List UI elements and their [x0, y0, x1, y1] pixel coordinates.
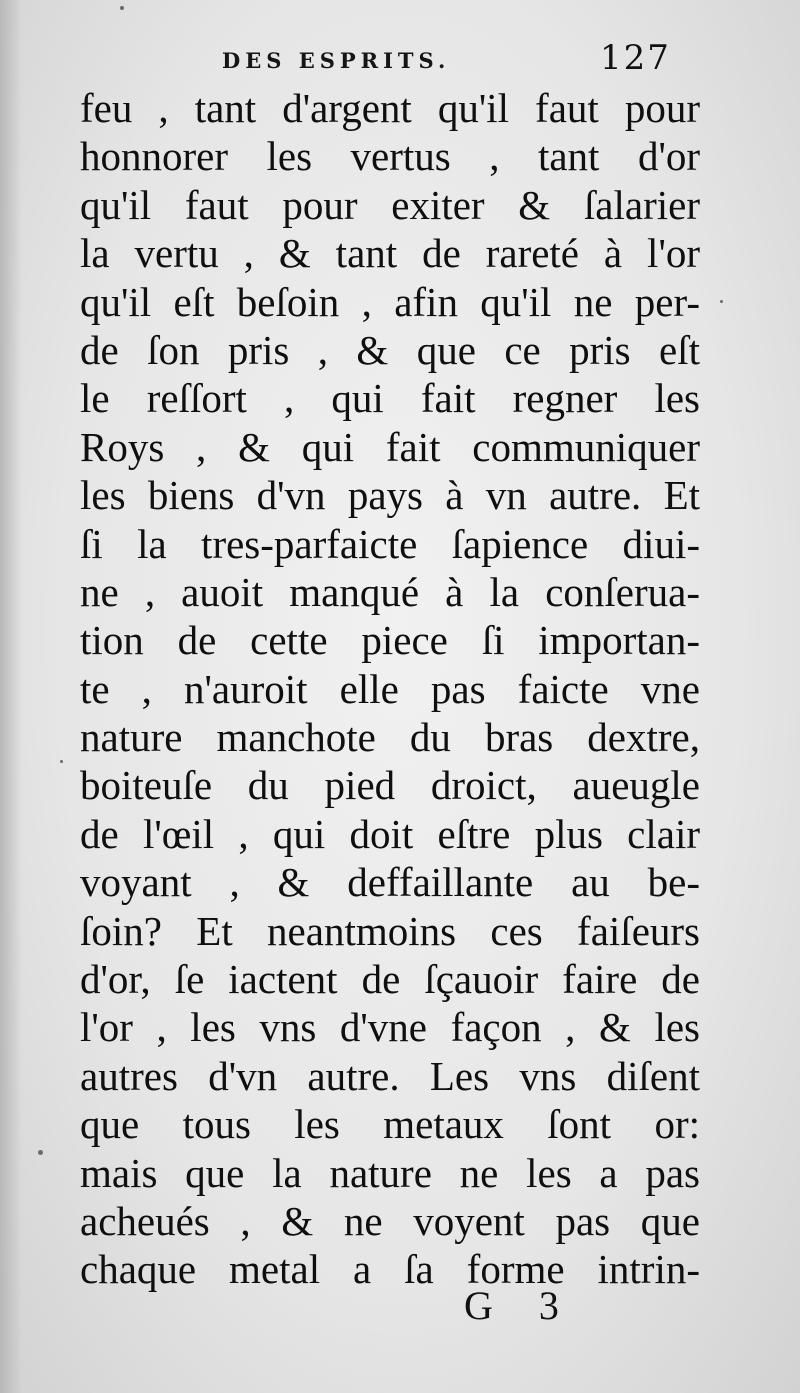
- text-line: mais que la nature ne les a pas: [80, 1149, 700, 1196]
- signature-mark: G 3: [464, 1283, 577, 1328]
- text-line: ſi la tres-parfaicte ſapience diui-: [80, 520, 700, 567]
- text-line: ne , auoit manqué à la conſerua-: [80, 568, 700, 615]
- text-line: te , n'auroit elle pas faicte vne: [80, 665, 700, 712]
- text-line: ſoin? Et neantmoins ces faiſeurs: [80, 907, 700, 954]
- text-line: de ſon pris , & que ce pris eſt: [80, 326, 700, 373]
- text-line: l'or , les vns d'vne façon , & les: [80, 1004, 700, 1051]
- text-line: les biens d'vn pays à vn autre. Et: [80, 472, 700, 519]
- text-line: la vertu , & tant de rareté à l'or: [80, 230, 700, 277]
- text-line: tion de cette piece ſi importan-: [80, 617, 700, 664]
- text-line: autres d'vn autre. Les vns diſent: [80, 1052, 700, 1099]
- text-line: le reſſort , qui fait regner les: [80, 375, 700, 422]
- text-line: voyant , & deffaillante au be-: [80, 859, 700, 906]
- text-line: que tous les metaux ſont or:: [80, 1101, 700, 1148]
- text-line: de l'œil , qui doit eſtre plus clair: [80, 810, 700, 857]
- body-text: [80, 84, 700, 1294]
- text-line: honnorer les vertus , tant d'or: [80, 133, 700, 180]
- page-header: [0, 38, 800, 88]
- page-number: 127: [600, 38, 671, 78]
- paper-speck: [720, 300, 723, 303]
- text-line: qu'il eſt beſoin , afin qu'il ne per-: [80, 278, 700, 325]
- paper-speck: [60, 760, 63, 763]
- text-line: feu , tant d'argent qu'il faut pour: [80, 85, 700, 131]
- running-head: DES ESPRITS.: [222, 48, 451, 73]
- text-line: d'or, ſe iactent de ſçauoir faire de: [80, 956, 700, 1003]
- text-line: chaque metal a ſa forme intrin-: [80, 1246, 700, 1293]
- text-line: acheués , & ne voyent pas que: [80, 1197, 700, 1244]
- text-line: boiteuſe du pied droict, aueugle: [80, 762, 700, 809]
- paper-speck: [120, 6, 124, 10]
- text-line: nature manchote du bras dextre,: [80, 714, 700, 761]
- paper-speck: [38, 1150, 43, 1155]
- text-line: Roys , & qui fait communiquer: [80, 423, 700, 470]
- text-line: qu'il faut pour exiter & ſalarier: [80, 181, 700, 228]
- page-gutter-shadow: [0, 0, 22, 1393]
